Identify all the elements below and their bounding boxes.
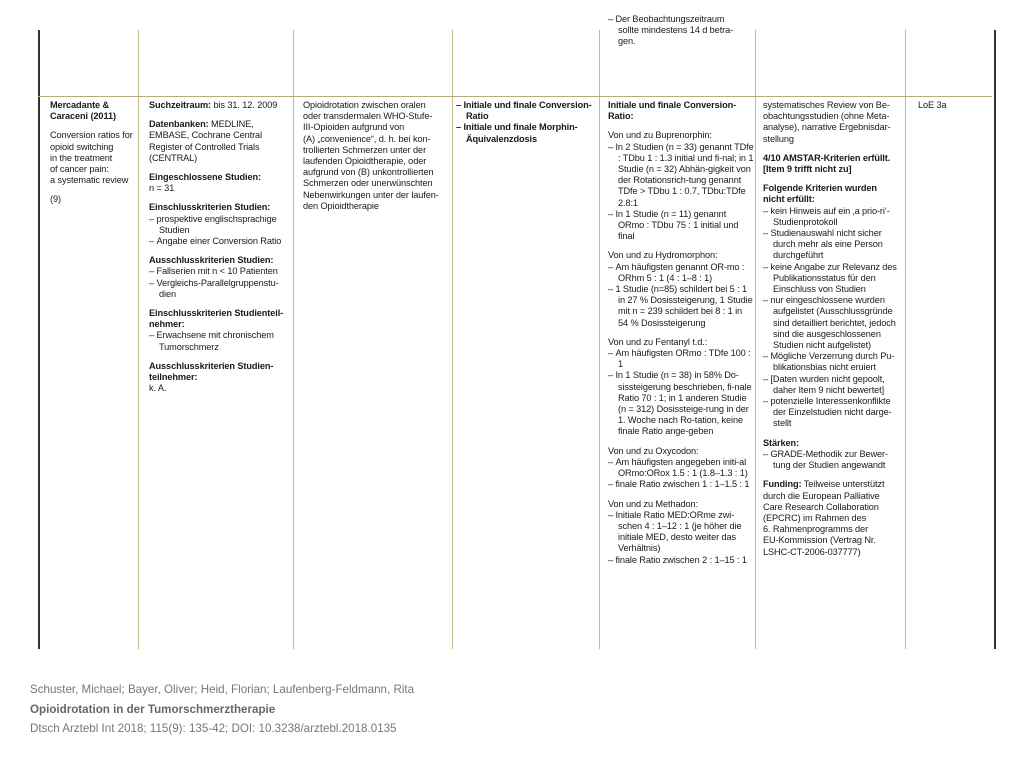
funding-text: EU-Kommission (Vertrag Nr.	[763, 535, 876, 546]
column-divider	[994, 30, 996, 649]
results-section-title: Von und zu Buprenorphin:	[608, 130, 712, 141]
funding-label: Funding:	[763, 479, 802, 490]
outcome-item: – Initiale und finale Conversion-Ratio	[456, 100, 592, 122]
participant-inclusion-label: Einschlusskriterien Studienteil-nehmer:	[149, 308, 284, 330]
not-met-item: – potenzielle Interessenkonflikte der Einzelstudien nicht darge-stellt	[763, 396, 892, 429]
intervention-line: laufenden Opioidtherapie, oder	[303, 156, 427, 167]
database-value: (CENTRAL)	[149, 152, 198, 163]
results-item: – Am häufigsten angegeben initi-al ORmo:ORox 1.5 : 1 (1.8–1.3 : 1)	[608, 456, 748, 479]
strengths-label: Stärken:	[763, 437, 799, 448]
study-title-line: of cancer pain:	[50, 164, 109, 175]
fragment-line: gen.	[618, 36, 636, 47]
results-section-title: Von und zu Methadon:	[608, 498, 698, 509]
citation-footer	[30, 680, 414, 739]
exclusion-criterion: – Vergleichs-Parallelgruppenstu-dien	[149, 277, 279, 299]
study-title-line: opioid switching	[50, 141, 114, 152]
inclusion-criteria-label: Einschlusskriterien Studien:	[149, 202, 271, 213]
study-title-line: in the treatment	[50, 152, 113, 163]
funding-text: Teilweise unterstützt	[801, 479, 885, 490]
not-met-item: – [Daten wurden nicht gepoolt, daher Item 9 nicht bewertet]	[763, 373, 885, 395]
study-cell	[50, 100, 138, 206]
level-of-evidence: LoE 3a	[918, 100, 947, 110]
inclusion-criterion: – Angabe einer Conversion Ratio	[149, 236, 282, 247]
funding-text: durch die European Palliative	[763, 490, 880, 501]
not-met-item: – keine Angabe zur Relevanz des Publikationsstatus für den Einschluss von Studien	[763, 261, 897, 295]
intervention-line: (A) „convenience“, d. h. bei kon-	[303, 133, 431, 144]
quality-intro: stellung	[763, 133, 794, 144]
results-cell	[608, 100, 754, 566]
fragment-line: sollte mindestens 14 d betra-	[618, 25, 734, 36]
not-met-item: – Studienauswahl nicht sicher durch mehr als eine Person durchgeführt	[763, 228, 883, 261]
inclusion-criterion: – prospektive englischsprachige Studien	[149, 213, 277, 235]
intervention-line: Schmerzen oder unerwünschten	[303, 178, 433, 189]
funding-text: Care Research Collaboration	[763, 501, 879, 512]
search-label: Suchzeitraum:	[149, 100, 212, 110]
results-item: – finale Ratio zwischen 1 : 1–1.5 : 1	[608, 479, 750, 490]
not-met-item: – kein Hinweis auf ein ‚a prio-ri‘-Studienprotokoll	[763, 205, 890, 227]
fragment-line: – Der Beobachtungszeitraum	[608, 14, 725, 24]
not-met-label: nicht erfüllt:	[763, 194, 815, 205]
quality-intro: obachtungsstudien (ohne Meta-	[763, 111, 890, 122]
exclusion-criteria-label: Ausschlusskriterien Studien:	[149, 255, 274, 266]
results-item: – In 2 Studien (n = 33) genannt TDfe : TDbu 1 : 1.3 initial und fi-nal; in 1 Studie (n = 32) Abhän-gigkeit von der Rotationsrich-tung genannt TDfe > TDbu 1 : 0.7, TDbu:TDfe 2.8:1	[608, 141, 754, 208]
not-met-label: Folgende Kriterien wurden	[763, 183, 877, 194]
not-met-item: – nur eingeschlossene wurden aufgelistet (Ausschlussgründe sind detailliert berichtet, jedoch sind die ausgeschlossenen Studien nicht aufgelistet)	[763, 295, 896, 351]
database-label: Datenbanken:	[149, 119, 209, 130]
footer-title: Opioidrotation in der Tumorschmerztherapie	[30, 702, 276, 716]
intervention-line: aufgrund von (B) unkontrollierten	[303, 167, 434, 178]
results-item: – Am häufigsten ORmo : TDfe 100 : 1	[608, 348, 751, 370]
intervention-line: den Opioidtherapie	[303, 200, 379, 211]
intervention-cell	[303, 100, 451, 212]
participant-exclusion-value: k. A.	[149, 383, 167, 394]
quality-intro: analyse), narrative Ergebnisdar-	[763, 122, 891, 133]
footer-authors: Schuster, Michael; Bayer, Oliver; Heid, Florian; Laufenberg-Feldmann, Rita	[30, 683, 415, 696]
intervention-line: oder transdermalen WHO-Stufe-	[303, 111, 433, 122]
results-heading: Ratio:	[608, 111, 634, 122]
amstar-note: [Item 9 trifft nicht zu]	[763, 164, 852, 175]
funding-text: (EPCRC) im Rahmen des	[763, 512, 867, 523]
loe-cell	[918, 100, 988, 111]
results-item: – 1 Studie (n=85) schildert bei 5 : 1 in 27 % Dosissteigerung, 1 Studie mit n = 239 schildert bei 8 : 1 in 54 % Dosissteigerung	[608, 284, 753, 328]
column-divider	[755, 30, 756, 649]
results-item: – In 1 Studie (n = 38) in 58% Do-sissteigerung beschrieben, fi-nale Ratio 70 : 1; in 1 anderen Studie (n = 312) Dosissteige-rung in der 1. Woche nach Ro-tation, keine finale Ratio ange-geben	[608, 370, 752, 437]
results-item: – In 1 Studie (n = 11) genannt ORmo : TDbu 75 : 1 initial und final	[608, 208, 739, 242]
previous-row-fragment	[608, 14, 753, 48]
database-value: EMBASE, Cochrane Central	[149, 130, 263, 141]
exclusion-criterion: – Fallserien mit n < 10 Patienten	[149, 266, 278, 277]
amstar-score: 4/10 AMSTAR-Kriterien erfüllt.	[763, 152, 891, 163]
participant-inclusion-criterion: – Erwachsene mit chronischem Tumorschmerz	[149, 330, 274, 352]
study-author: Mercadante & Caraceni (2011)	[50, 100, 116, 122]
funding-text: 6. Rahmenprogramms der	[763, 524, 869, 535]
results-item: – finale Ratio zwischen 2 : 1–15 : 1	[608, 554, 747, 565]
results-section-title: Von und zu Hydromorphon:	[608, 250, 718, 261]
outcome-item: – Initiale und finale Morphin-Äquivalenzdosis	[456, 122, 578, 144]
column-divider	[452, 30, 453, 649]
study-title-line: Conversion ratios for	[50, 130, 133, 141]
column-divider	[38, 30, 40, 649]
intervention-line: Opioidrotation zwischen oralen	[303, 100, 426, 110]
strengths-item: – GRADE-Methodik zur Bewer-tung der Studien angewandt	[763, 448, 888, 471]
intervention-line: Nebenwirkungen unter der laufen-	[303, 189, 439, 200]
row-divider	[38, 96, 992, 97]
results-section-title: Von und zu Fentanyl t.d.:	[608, 336, 708, 347]
quality-intro: systematisches Review von Be-	[763, 100, 890, 110]
database-value: Register of Controlled Trials	[149, 141, 260, 152]
participant-exclusion-label: Ausschlusskriterien Studien-teilnehmer:	[149, 360, 274, 383]
column-divider	[138, 30, 139, 649]
methods-cell	[149, 100, 291, 394]
results-heading: Initiale und finale Conversion-	[608, 100, 737, 110]
intervention-line: III-Opioiden aufgrund von	[303, 122, 405, 133]
results-section-title: Von und zu Oxycodon:	[608, 445, 699, 456]
quality-cell	[763, 100, 904, 558]
study-reference: (9)	[50, 194, 61, 205]
funding-text: LSHC-CT-2006-037777)	[763, 546, 861, 557]
column-divider	[905, 30, 906, 649]
search-value: bis 31. 12. 2009	[211, 100, 278, 110]
outcomes-cell	[456, 100, 598, 145]
included-value: n = 31	[149, 183, 175, 194]
intervention-line: trollierten Schmerzen unter der	[303, 144, 427, 155]
column-divider	[599, 30, 600, 649]
results-item: – Am häufigsten genannt OR-mo : ORhm 5 : 1 (4 : 1–8 : 1)	[608, 261, 745, 283]
study-title-line: a systematic review	[50, 175, 129, 186]
column-divider	[293, 30, 294, 649]
not-met-item: – Mögliche Verzerrung durch Pu-blikationsbias nicht eruiert	[763, 351, 895, 373]
results-item: – Initiale Ratio MED:ORme zwi-schen 4 : 1–12 : 1 (je höher die initiale MED, desto weiter das Verhältnis)	[608, 509, 742, 554]
database-value: MEDLINE,	[208, 119, 254, 130]
footer-citation: Dtsch Arztebl Int 2018; 115(9): 135-42; DOI: 10.3238/arztebl.2018.0135	[30, 722, 397, 735]
evidence-table	[30, 14, 996, 649]
included-label: Eingeschlossene Studien:	[149, 172, 261, 183]
